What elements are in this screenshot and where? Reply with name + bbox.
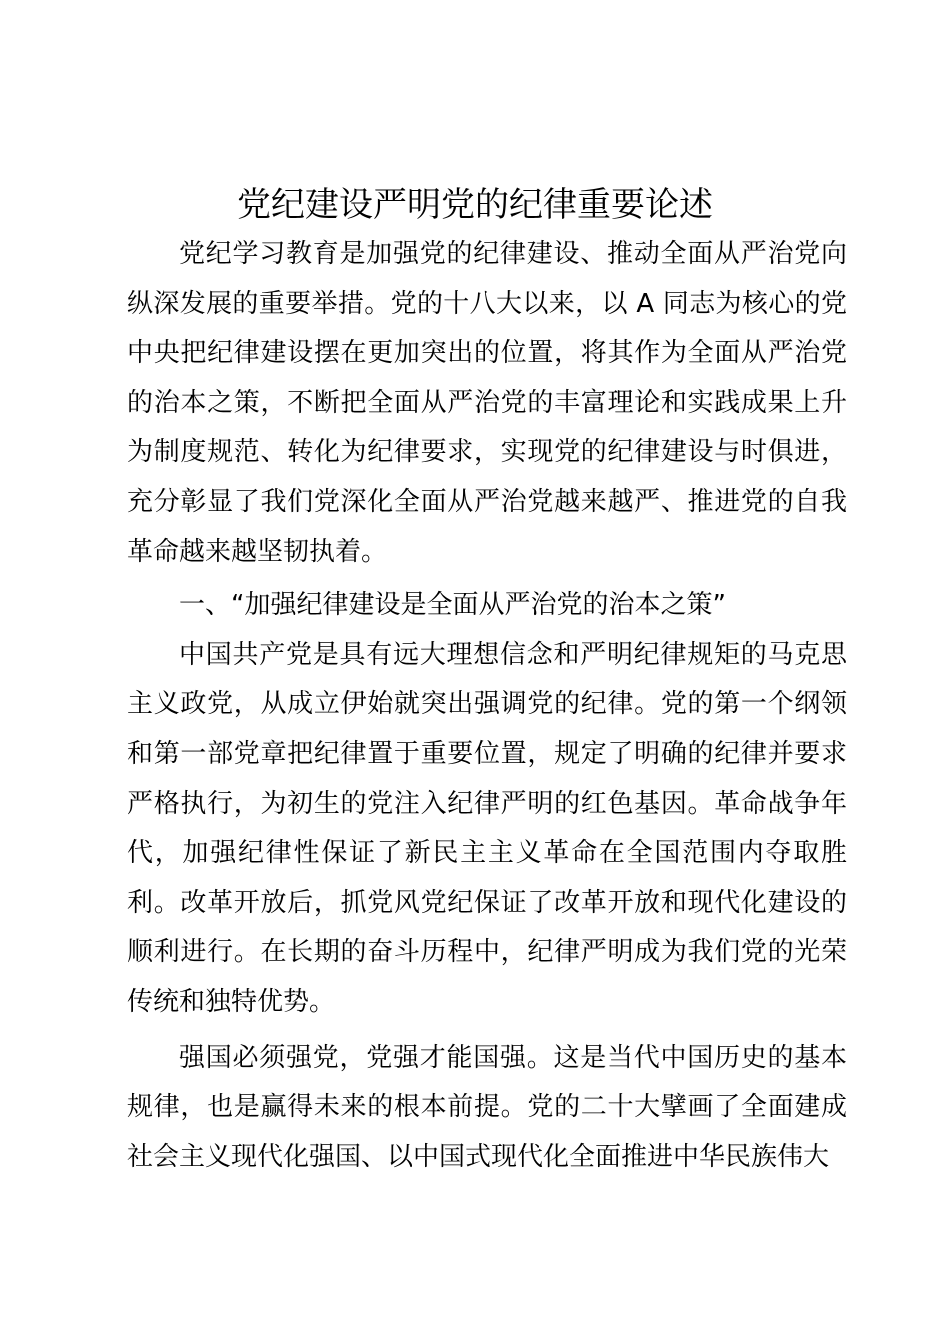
section-heading: 一、“加强纪律建设是全面从严治党的治本之策” (179, 590, 726, 621)
document-title: 党纪建设严明党的纪律重要论述 (237, 185, 713, 225)
section-paragraph-1: 中国共产党是具有远大理想信念和严明纪律规矩的马克思主义政党，从成立伊始就突出强调党的纪律。党的第一个纲领和第一部党章把纪律置于重要位置，规定了明确的纪律并要求严格执行，为初生的党注入纪律严明的红色基因。革命战争年代，加强纪律性保证了新民主主义革命在全国范围内夺取胜利。改革开放后，抓党风党纪保证了改革开放和现代化建设的顺利进行。在长期的奋斗历程中，纪律严明成为我们党的光荣传统和独特优势。 (127, 639, 847, 1017)
section-paragraph-2: 强国必须强党，党强才能国强。这是当代中国历史的基本规律，也是赢得未来的根本前提。党的二十大擘画了全面建成社会主义现代化强国、以中国式现代化全面推进中华民族伟大 (127, 1042, 847, 1172)
intro-paragraph: 党纪学习教育是加强党的纪律建设、推动全面从严治党向纵深发展的重要举措。党的十八大以来，以 A 同志为核心的党中央把纪律建设摆在更加突出的位置，将其作为全面从严治党的治本之策，不断把全面从严治党的丰富理论和实践成果上升为制度规范、转化为纪律要求，实现党的纪律建设与时俱进，充分彰显了我们党深化全面从严治党越来越严、推进党的自我革命越来越坚韧执着。 (127, 239, 847, 567)
document-body (127, 230, 847, 1182)
